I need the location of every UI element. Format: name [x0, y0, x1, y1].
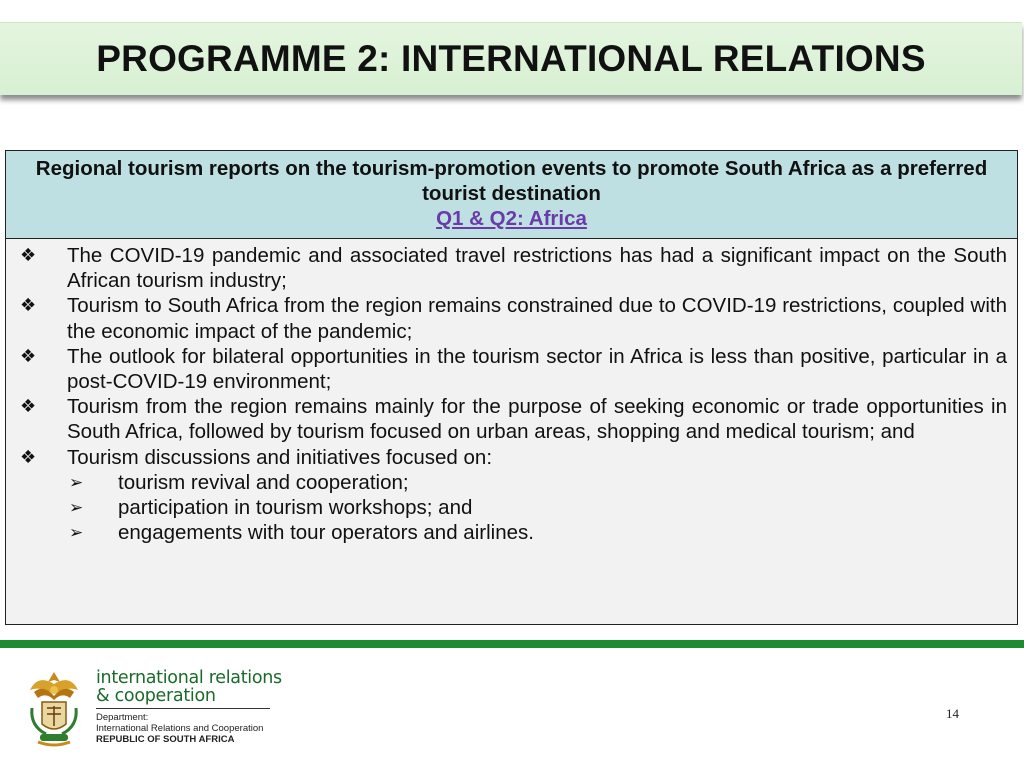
list-item: [16, 445, 1007, 546]
sub-bullet-text: engagements with tour operators and airlines.: [118, 521, 534, 545]
department-logo: [24, 668, 284, 752]
region-link[interactable]: Q1 & Q2: Africa: [436, 207, 587, 230]
arrowhead-bullet-icon: ➢: [69, 523, 84, 543]
bullet-text: The COVID-19 pandemic and associated travel restrictions has had a significant impact on the South African tourism industry;: [67, 244, 1007, 293]
list-item: [16, 394, 1007, 444]
diamond-bullet-icon: ❖: [20, 345, 37, 366]
department-name: International Relations and Cooperation: [96, 723, 264, 734]
diamond-bullet-icon: ❖: [20, 446, 37, 467]
diamond-bullet-icon: ❖: [20, 245, 37, 265]
brand-name-line-1: international relations: [96, 668, 282, 688]
coat-of-arms-icon: [24, 668, 84, 750]
sub-bullet-text: participation in tourism workshops; and: [118, 496, 473, 520]
list-item: [16, 243, 1007, 293]
diamond-bullet-icon: ❖: [20, 396, 37, 417]
page-number: 14: [946, 706, 959, 721]
brand-name-line-2: & cooperation: [96, 686, 216, 706]
arrowhead-bullet-icon: ➢: [69, 498, 84, 518]
bullet-text: Tourism discussions and initiatives focused on:: [67, 445, 493, 469]
brand-divider: [96, 708, 270, 709]
country-name: REPUBLIC OF SOUTH AFRICA: [96, 734, 235, 745]
department-label: Department:: [96, 712, 149, 723]
content-panel: [5, 150, 1018, 625]
sub-list-item: [67, 470, 1007, 495]
bullet-text: The outlook for bilateral opportunities in the tourism sector in Africa is less than positive, particular in a post-COVID-19 environment;: [67, 344, 1007, 394]
footer-divider: [0, 640, 1024, 648]
bullet-text: Tourism from the region remains mainly for the purpose of seeking economic or trade opportunities in South Africa, followed by tourism focused on urban areas, shopping and medical tourism; and: [67, 395, 1007, 444]
bullet-list: [6, 239, 1017, 545]
sub-bullet-text: tourism revival and cooperation;: [118, 470, 409, 494]
diamond-bullet-icon: ❖: [20, 295, 37, 316]
panel-header: [6, 151, 1017, 239]
sub-list-item: [67, 520, 1007, 545]
sub-bullet-list: [67, 470, 1007, 546]
bullet-text: Tourism to South Africa from the region remains constrained due to COVID-19 restrictions, coupled with the economic impact of the pandemic;: [67, 294, 1007, 343]
list-item: [16, 344, 1007, 394]
panel-heading: Regional tourism reports on the tourism-promotion events to promote South Africa as a preferred tourist destination: [35, 157, 988, 205]
list-item: [16, 293, 1007, 343]
slide-title: PROGRAMME 2: INTERNATIONAL RELATIONS: [96, 38, 926, 79]
sub-list-item: [67, 495, 1007, 520]
arrowhead-bullet-icon: ➢: [69, 472, 84, 492]
title-bar: [0, 22, 1022, 95]
